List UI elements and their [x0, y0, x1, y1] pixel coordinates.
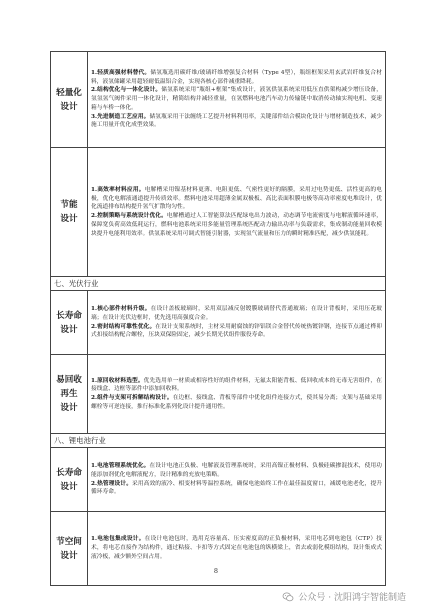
- paragraph-heading: 1.电池管理系统优化。: [91, 463, 150, 469]
- row-content: [88, 52, 386, 148]
- content-paragraph: [91, 394, 382, 412]
- paragraph-text: 在设计电池正负极、电解液及管理系统时，采用高镍正极材料、负极硅碳掺混技术，使用功能添加剂优化电解液配方，设计精准的充放电策略。: [91, 463, 382, 478]
- row-label-line: 设计: [60, 101, 78, 112]
- paragraph-text: 在边框、接线盒、背板等部件中优化组件连接方式，使其易分离；支架与基础采用螺栓等可逆连接，推行标准化系列化设计提升通用性。: [91, 395, 382, 410]
- paragraph-heading: 2.结构优化与一体化设计。: [91, 87, 162, 94]
- content-paragraph: [91, 113, 382, 131]
- paragraph-heading: 2.密封结构可靠性优化。: [91, 323, 156, 330]
- watermark-text: 公众号 · 沈阳鸿宇智能制造: [298, 593, 406, 603]
- row-label-line: 设计: [60, 324, 78, 335]
- content-paragraph: [91, 186, 382, 212]
- paragraph-heading: 2.热管理设计。: [91, 480, 133, 487]
- row-label-line: 节空间: [56, 536, 82, 547]
- row-label-line: 设计: [60, 214, 78, 224]
- table-row: [51, 355, 386, 434]
- content-paragraph: [91, 69, 382, 87]
- content-paragraph: [91, 86, 382, 112]
- row-label-line: 设计: [60, 550, 78, 561]
- row-label-line: 长寿命: [56, 310, 82, 321]
- row-label-line: 易回收: [56, 375, 82, 385]
- wechat-icon: [282, 591, 294, 603]
- paragraph-heading: 3.先进制造工艺应用。: [91, 113, 150, 120]
- section-row: [51, 434, 386, 448]
- row-label-line: 节能: [60, 200, 78, 210]
- paragraph-text: 储氢瓶采用干法缠绕工艺提升材料利用率，关键部件结合模块化设计与增材制造技术，减少施工用量开优化成型效果。: [91, 113, 382, 129]
- content-paragraph: [91, 212, 382, 238]
- row-label-line: 设计: [60, 403, 78, 413]
- paragraph-heading: 1.原回收材料选型。: [91, 377, 144, 384]
- document-table: [50, 51, 386, 586]
- paragraph-text: 电解槽通过人工智能算法匹配绿电出力波动，动态调节电流密度与电解液循环速率，保障宽负荷高效低耗运行，燃料电池系统采用多能量管理系统匹配动力输出功率与负载需求，集成制动能量回收模块提升电能利用效率。供氢系统采用可调式智能引射器，实现氢气流量和压力的瞬时精准匹配，减少供氢能耗。: [91, 213, 382, 237]
- row-label: [51, 448, 88, 512]
- content-paragraph: [91, 480, 382, 498]
- table-body: [51, 52, 386, 586]
- paragraph-text: 在设计电池包时，选用克容量高、压实密度高的正负极材料，采用电芯到电池包（CTP）技术，将电芯直接作为结构件，通过粘接、卡扣等方式固定在电池包的纵横梁上，省去或弱化模组结构，设计集成式液冷板，减少额外空间占用。: [91, 536, 383, 560]
- page-number: 8: [213, 567, 219, 575]
- row-content: [88, 148, 386, 277]
- row-content: [88, 448, 386, 512]
- row-label-line: 再生: [60, 389, 78, 399]
- row-label-line: 轻量化: [56, 87, 82, 98]
- section-heading: 七、光伏行业: [51, 277, 386, 291]
- paragraph-text: 储氢瓶选用碳纤维/玻璃纤维增强复合材料（Type 4型），瓶组框架采用玄武岩纤维复合材料，液氢储罐采用超轻耐低温铝合金，实现各核心部件减重降耗。: [91, 69, 382, 85]
- row-label: [51, 355, 88, 434]
- row-label-line: 设计: [60, 481, 78, 492]
- paragraph-heading: 2.控制策略与系统设计优化。: [91, 213, 167, 219]
- row-content: [88, 355, 386, 434]
- table-row: [51, 52, 386, 148]
- row-label: [51, 52, 88, 148]
- row-label-line: 长寿命: [56, 467, 82, 478]
- row-content: [88, 291, 386, 355]
- paragraph-text: 电解槽采用镍基材料更薄、电阻更低、气密性更好的隔膜，采用过电势更低、活性更高的电极，优化电解液通道提升传质效率。燃料电池采用超薄金属双极板、高比表面积膜电极等高功率密度电堆设计，优化流道排布结构提升氢气扩散均匀性。: [91, 186, 383, 211]
- paragraph-heading: 1.轻质高强材料替代。: [91, 69, 151, 76]
- paragraph-text: 优先选用单一材质或相容性好的组件材料，无氟太阳能背板、低回收成本的无毒无害组件，在接线盒、边框等部件中添加回收料。: [91, 377, 382, 393]
- table-row: [51, 148, 386, 277]
- row-label: [51, 148, 88, 277]
- paragraph-heading: 2.组件与支架可拆解结构设计。: [91, 395, 173, 401]
- paragraph-heading: 1.电池包集成设计。: [91, 536, 145, 543]
- content-paragraph: [91, 462, 382, 480]
- row-label: [51, 291, 88, 355]
- paragraph-heading: 1.核心部件材料升级。: [91, 306, 151, 312]
- paragraph-heading: 1.高效率材料应用。: [91, 186, 145, 193]
- paragraph-text: 采用高效的液冷、相变材料等温控系统，确保电池始终工作在最佳温度窗口，减缓电池老化，提升循环寿命。: [91, 480, 382, 496]
- content-paragraph: [91, 377, 382, 395]
- paragraph-text: 储氢系统采用“瓶组+框架”集成设计，液氢供氢系统采用低压直供架构减少增压设备，氢氢氢气阀件采用一体化设计，精简结构并减轻重量，在氢燃料电池汽车动力传输链中取消传动轴实现电机、变速箱与车桥一体化。: [91, 87, 382, 111]
- table-row: [51, 448, 386, 512]
- watermark: [282, 590, 406, 603]
- paragraph-text: 在设计盖板玻璃时，采用双层减反射镀膜玻璃替代普通玻璃；在设计背板时，采用压花玻璃；在设计光伏边框时，优先选用高强度合金。: [91, 306, 382, 321]
- content-paragraph: [91, 323, 382, 341]
- paragraph-text: 在设计支架系统时，主材采用耐腐蚀的锌铝镁合金替代传统热镀锌钢，连接节点通过榫卯式扣接结构配合螺栓，压块双保险固定，减少长期光伏组件服役寿命。: [91, 323, 382, 339]
- content-paragraph: [91, 535, 382, 561]
- section-row: [51, 277, 386, 291]
- content-paragraph: [91, 305, 382, 323]
- section-heading: 八、锂电池行业: [51, 434, 386, 448]
- table-row: [51, 291, 386, 355]
